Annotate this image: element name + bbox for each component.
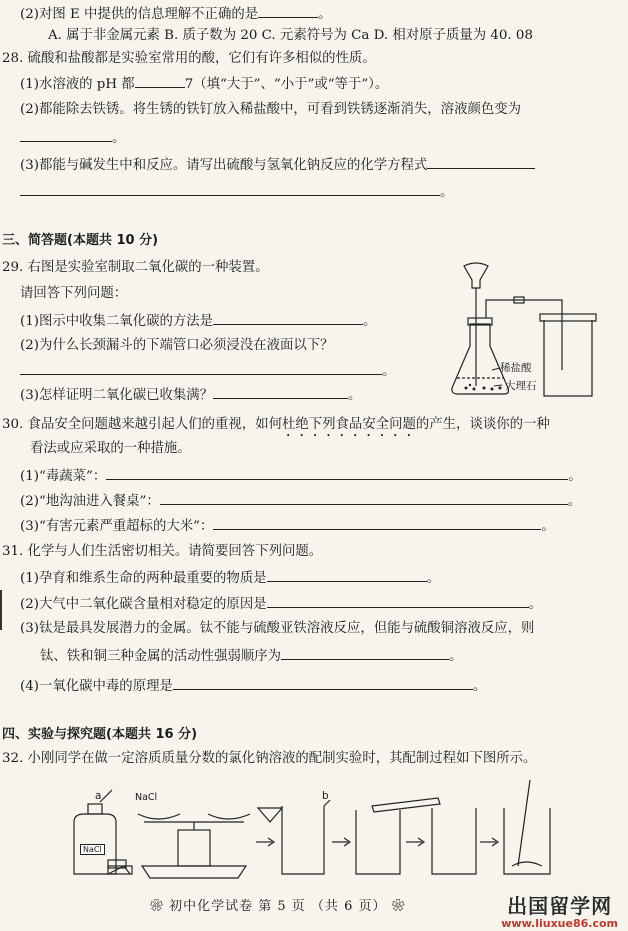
answer-blank[interactable]: [135, 74, 185, 88]
scan-edge-mark: [0, 590, 2, 630]
period: 。: [528, 597, 542, 612]
q31-stem: 31. 化学与人们生活密切相关。请简要回答下列问题。: [2, 544, 323, 559]
q30-sub1: [20, 466, 582, 486]
period: 。: [363, 314, 377, 329]
q31-sub3: (3)钛是最具发展潜力的金属。钛不能与硫酸亚铁溶液反应，但能与硫酸铜溶液反应，则: [20, 621, 535, 636]
q30-sub2: [20, 491, 581, 511]
answer-blank[interactable]: [213, 311, 363, 325]
answer-blank[interactable]: [20, 361, 382, 375]
label-marble: 大理石: [505, 380, 537, 392]
q30-sub1-text: (1)“毒蔬菜”：: [20, 469, 107, 484]
answer-blank[interactable]: [267, 568, 427, 582]
label-nacl-bottle: NaCl: [80, 844, 105, 855]
beaker-icon: [282, 806, 324, 874]
label-b: b: [322, 790, 329, 802]
q28-sub1-tail: 7（填“大于”、“小于”或“等于”）。: [184, 77, 389, 92]
balance-icon: [142, 866, 246, 878]
q31-sub1-text: (1)孕育和维系生命的两种最重要的物质是: [20, 571, 267, 586]
q31-sub1: [20, 568, 440, 588]
beaker-icon: [432, 808, 476, 874]
gas-jar-icon: [544, 320, 592, 396]
page-footer: ❀ 初中化学试卷 第 5 页 （共 6 页） ❀: [150, 899, 406, 914]
answer-blank[interactable]: [20, 182, 440, 196]
q29-sub3: [20, 385, 361, 405]
funnel-icon: [464, 263, 488, 288]
label-dilute-hcl: 稀盐酸: [500, 362, 532, 374]
answer-blank[interactable]: [213, 385, 348, 399]
answer-blank[interactable]: [427, 155, 535, 169]
q31-sub3-cont: [40, 646, 462, 666]
q28-sub1-text: (1)水溶液的 pH 都: [20, 77, 135, 92]
label-a: a: [95, 790, 102, 802]
q28-sub3: [20, 155, 535, 175]
q27-sub2-text: (2)对图 E 中提供的信息理解不正确的是: [20, 7, 259, 22]
glass-rod-icon: [518, 780, 530, 866]
label-nacl: NaCl: [135, 792, 158, 803]
answer-blank[interactable]: [213, 516, 541, 530]
q29-sub1: [20, 311, 376, 331]
q31-sub3-cont-text: 钛、铁和铜三种金属的活动性强弱顺序为: [40, 649, 282, 664]
conical-flask-icon: [452, 324, 509, 394]
period: 。: [382, 364, 396, 379]
period: 。: [472, 679, 487, 694]
q30-emphasis: 杜绝下列食品安全问题: [281, 417, 416, 432]
q30-stem-part1: 30. 食品安全问题越来越引起人们的重视，如何: [2, 417, 282, 432]
answer-blank[interactable]: [267, 594, 529, 608]
period: 。: [440, 185, 454, 200]
q28-sub2-answer: [20, 128, 125, 148]
graduated-cylinder-icon: [372, 798, 440, 812]
section-4-title: 四、实验与探究题(本题共 16 分): [2, 727, 198, 742]
q27-sub2-end: 。: [318, 7, 332, 22]
q30-sub3: [20, 516, 555, 536]
q31-sub4: [20, 676, 486, 696]
q28-stem: 28. 硫酸和盐酸都是实验室常用的酸，它们有许多相似的性质。: [2, 51, 376, 66]
q29-sub2: (2)为什么长颈漏斗的下端管口必须浸没在液面以下？: [20, 338, 334, 353]
q30-stem-line1: [2, 416, 550, 440]
q29-sub1-text: (1)图示中收集二氧化碳的方法是: [20, 314, 214, 329]
watermark-title: 出国留学网: [507, 894, 613, 918]
q30-sub2-text: (2)“地沟油进入餐桌”：: [20, 494, 160, 509]
q30-stem-part2: 的产生，谈谈你的一种: [415, 417, 550, 432]
watermark-url: www.liuxue86.com: [501, 917, 618, 930]
period: 。: [568, 469, 582, 484]
site-watermark: [501, 890, 618, 930]
answer-blank[interactable]: [258, 4, 318, 18]
beaker-icon: [504, 808, 550, 874]
period: 。: [449, 649, 463, 664]
answer-blank[interactable]: [160, 491, 568, 505]
q31-sub2: [20, 594, 542, 614]
q31-sub2-text: (2)大气中二氧化碳含量相对稳定的原因是: [20, 597, 267, 612]
answer-blank[interactable]: [20, 128, 112, 142]
q29-sub2-answer: [20, 361, 395, 381]
q32-stem: 32. 小刚同学在做一定溶质质量分数的氯化钠溶液的配制实验时，其配制过程如下图所示。: [2, 751, 537, 766]
q28-sub2: (2)都能除去铁锈。将生锈的铁钉放入稀盐酸中，可看到铁锈逐渐消失，溶液颜色变为: [20, 102, 522, 117]
period: 。: [541, 519, 555, 534]
q28-sub3-text: (3)都能与碱发生中和反应。请写出硫酸与氢氧化钠反应的化学方程式: [20, 158, 428, 173]
beaker-icon: [356, 810, 400, 874]
q29-stem: 29. 右图是实验室制取二氧化碳的一种装置。: [2, 260, 269, 275]
q28-sub3-answer: [20, 182, 453, 202]
q29-sub3-text: (3)怎样证明二氧化碳已收集满？: [20, 388, 214, 403]
period: 。: [567, 494, 582, 509]
period: 。: [348, 388, 362, 403]
answer-blank[interactable]: [281, 646, 449, 660]
q29-ask: 请回答下列问题：: [20, 286, 128, 301]
q30-stem-line2: 看法或应采取的一种措施。: [30, 441, 191, 456]
q31-sub4-text: (4)一氧化碳中毒的原理是: [20, 679, 173, 694]
q27-options: A. 属于非金属元素 B. 质子数为 20 C. 元素符号为 Ca D. 相对原子质量为 40. 08: [48, 28, 533, 43]
q28-sub1: [20, 74, 388, 94]
answer-blank[interactable]: [173, 676, 473, 690]
q27-sub2: [20, 4, 332, 24]
section-3-title: 三、简答题(本题共 10 分): [2, 233, 159, 248]
period: 。: [426, 571, 440, 586]
answer-blank[interactable]: [106, 466, 568, 480]
q30-sub3-text: (3)“有害元素严重超标的大米”：: [20, 519, 214, 534]
period: 。: [112, 131, 126, 146]
